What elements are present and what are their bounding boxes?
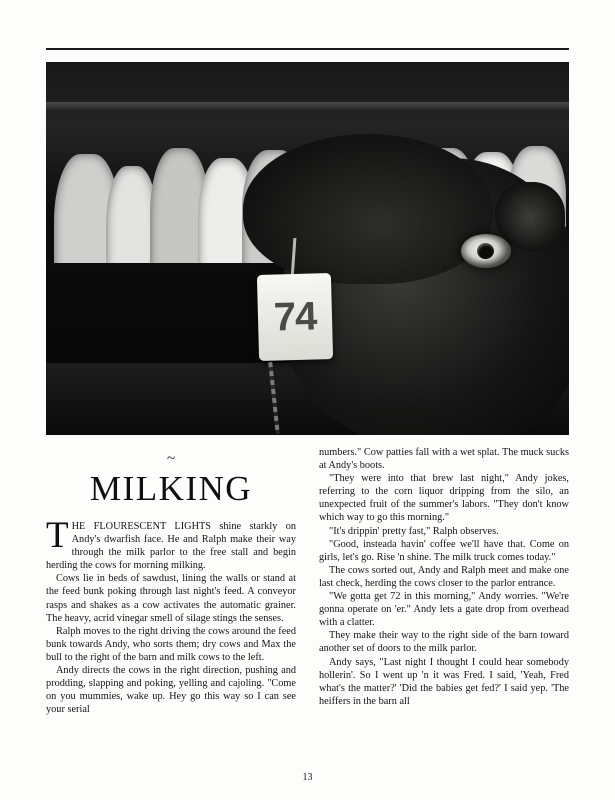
body-column-left [46,515,297,716]
paragraph-text: "They were into that brew last night," Andy jokes, referring to the corn liquor dripping from the silo, an unexpected fruit of the summer's labors. "They don't know which way to go this morning." [319,473,569,524]
paragraph [319,446,569,472]
cow-eye [461,234,511,268]
paragraph [319,538,569,564]
paragraph-text: numbers." Cow patties fall with a wet splat. The muck sucks at Andy's boots. [319,447,569,472]
barn-pipe [46,102,569,110]
cow-head [243,134,493,284]
paragraph [46,625,296,664]
headline-ornament: ~ [166,451,176,467]
cow-id-tag-number: 74 [273,293,317,340]
page-number: 13 [302,772,313,783]
paragraph-text: shine starkly on Andy's dwarfish face. He and Ralph make their way through the milk parlor to the free stall and begin herding the cows for morning milking. [46,521,297,572]
paragraph [46,572,296,624]
paragraph [46,664,296,716]
paragraph [319,629,569,655]
paragraph-text: "We gotta get 72 in this morning," Andy worries. "We're gonna operate on 'er." Andy lets a gate drop from overhead with a clatter. [319,591,569,629]
opening-small-caps: HE FLOURESCENT LIGHTS [71,521,212,532]
paragraph-text: Cows lie in beds of sawdust, lining the walls or stand at the feed bunk poking through last night's feed. A conveyor rasps and shakes as a cow activates the automatic grainer. The heavy, acrid vinegar smell of silage stings the senses. [46,573,296,624]
paragraph [319,564,569,590]
drop-cap: T [46,515,69,556]
paragraph [46,515,297,572]
body-column-right [319,446,569,708]
paragraph-text: Andy directs the cows in the right direction, pushing and prodding, slapping and poking, yelling and cajoling. "Come on you mummies, wake up. Hey go this way so I can see your serial [46,665,296,716]
paragraph-text: Andy says, "Last night I thought I could hear somebody hollerin'. So I went up 'n it was Fred. I said, 'Yeah, Fred what's the matter?' 'Did the babies get fed?' I said yep. 'The heiffers in the barn all [319,656,569,707]
article-headline-block [46,452,296,509]
barn-photograph [46,62,569,435]
paragraph-text: The cows sorted out, Andy and Ralph meet and make one last check, herding the cows closer to the parlor entrance. [319,564,569,589]
paragraph-text: "It's drippin' pretty fast," Ralph observes. [329,525,499,537]
paragraph [319,656,569,708]
top-rule [46,48,569,50]
paragraph-text: "Good, insteada havin' coffee we'll have that. Come on girls, let's go. Rise 'n shine. The milk truck comes today." [319,538,569,563]
paragraph [319,525,569,538]
paragraph-text: Ralph moves to the right driving the cows around the feed bunk towards Andy, who sorts them; dry cows and Max the bull to the right of the barn and milk cows to the left. [46,625,296,663]
paragraph-text: They make their way to the right side of the barn toward another set of doors to the milk parlor. [319,630,569,655]
cow-id-tag [257,273,333,361]
paragraph [319,472,569,524]
paragraph [319,590,569,629]
page-title: MILKING [89,469,253,508]
